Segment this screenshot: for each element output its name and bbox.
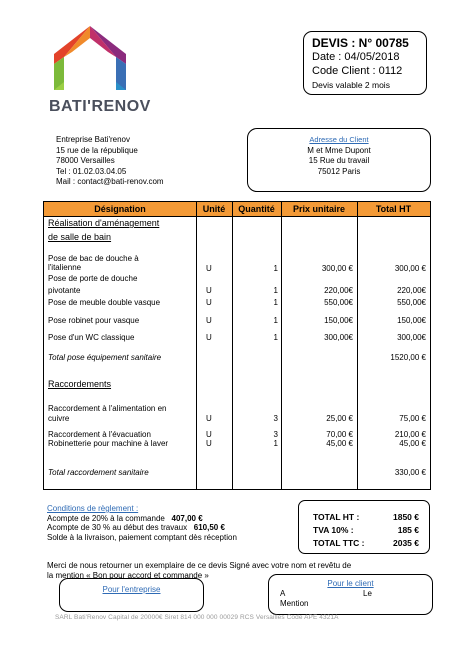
client-signature-box[interactable] — [268, 574, 433, 615]
row-quantity: 3 — [273, 414, 278, 423]
tva-row: TVA 10% : 185 € — [313, 525, 419, 535]
client-date-label: Le — [363, 589, 372, 598]
row-total: 220,00€ — [397, 286, 426, 295]
quote-table — [43, 201, 431, 490]
row-total: 210,00 € — [394, 430, 426, 439]
totals-box — [298, 500, 430, 554]
house-logo-icon — [52, 24, 128, 92]
client-line: 75012 Paris — [317, 166, 361, 176]
instruction-line: la mention « Bon pour accord et commande » — [47, 571, 209, 580]
row-price: 150,00€ — [324, 316, 353, 325]
section-title: de salle de bain — [48, 232, 112, 242]
condition-line: Acompte de 30 % au début des travaux 610,50 € — [47, 523, 225, 533]
row-designation: cuivre — [48, 414, 70, 423]
company-line: Tel : 01.02.03.04.05 — [56, 166, 127, 176]
row-designation: Robinetterie pour machine à laver — [48, 439, 169, 448]
client-line: 15 Rue du travail — [308, 156, 370, 165]
header-unit: Unité — [202, 204, 226, 214]
row-price: 220,00€ — [324, 286, 353, 295]
devis-number: DEVIS : N° 00785 — [312, 36, 409, 50]
row-designation: pivotante — [48, 286, 81, 295]
row-unit: U — [206, 333, 212, 342]
row-designation: Raccordement à l'alimentation en — [48, 404, 167, 413]
company-line: 78000 Versailles — [56, 156, 115, 165]
client-address-box — [247, 128, 431, 192]
row-unit: U — [206, 316, 212, 325]
row-total: 300,00€ — [397, 333, 426, 342]
header-total-ht: Total HT — [375, 204, 412, 214]
row-quantity: 3 — [273, 430, 278, 439]
company-line: Mail : contact@bati-renov.com — [56, 177, 164, 186]
row-unit: U — [206, 298, 212, 307]
row-designation: Pose robinet pour vasque — [48, 316, 140, 325]
header-quantity: Quantité — [238, 204, 275, 214]
row-price: 300,00€ — [324, 333, 353, 342]
instruction-line: Merci de nous retourner un exemplaire de ce devis Signé avec votre nom et revêtu de — [47, 561, 352, 570]
condition-amount: 610,50 € — [193, 523, 225, 533]
subtotal-label: Total pose équipement sanitaire — [48, 353, 162, 362]
row-quantity: 1 — [273, 286, 278, 295]
payment-conditions — [47, 504, 237, 542]
row-total: 550,00€ — [397, 298, 426, 307]
devis-info-box — [303, 31, 427, 95]
row-quantity: 1 — [273, 316, 278, 325]
row-unit: U — [206, 430, 212, 439]
row-designation: Pose de porte de douche — [48, 274, 138, 283]
row-quantity: 1 — [273, 264, 278, 273]
row-unit: U — [206, 414, 212, 423]
row-price: 45,00 € — [326, 439, 353, 448]
legal-footer: SARL Bati'Renov Capital de 20000€ Siret 814 000 000 00029 RCS Versailles Code APE 4321A — [55, 614, 339, 621]
condition-line: Solde à la livraison, paiement comptant dès réception — [47, 532, 237, 542]
brand-name: BATI'RENOV — [49, 98, 151, 115]
company-line: Entreprise Bati'renov — [56, 135, 131, 144]
company-signature-box[interactable] — [59, 578, 204, 612]
row-unit: U — [206, 439, 212, 448]
table-header — [44, 202, 430, 217]
section-title: Réalisation d'aménagement — [48, 218, 160, 228]
total-ttc-row: TOTAL TTC : 2035 € — [313, 538, 419, 548]
devis-validity: Devis valable 2 mois — [312, 80, 390, 90]
conditions-heading: Conditions de règlement : — [47, 504, 139, 513]
condition-amount: 407,00 € — [171, 513, 203, 523]
client-place-label: A — [280, 589, 286, 598]
subtotal-value: 330,00 € — [394, 468, 426, 477]
row-designation: l'italienne — [48, 263, 82, 272]
row-total: 300,00 € — [394, 264, 426, 273]
devis-date: Date : 04/05/2018 — [312, 51, 400, 63]
column-divider — [196, 202, 197, 489]
row-total: 75,00 € — [399, 414, 426, 423]
row-quantity: 1 — [273, 333, 278, 342]
row-price: 550,00€ — [324, 298, 353, 307]
row-total: 150,00€ — [397, 316, 426, 325]
row-designation: Pose d'un WC classique — [48, 333, 135, 342]
header-designation: Désignation — [94, 204, 146, 214]
total-ht-row: TOTAL HT : 1850 € — [313, 512, 419, 522]
client-mention-label: Mention — [280, 599, 309, 608]
row-price: 70,00 € — [326, 430, 353, 439]
row-unit: U — [206, 286, 212, 295]
subtotal-value: 1520,00 € — [390, 353, 426, 362]
section-title: Raccordements — [48, 379, 112, 389]
client-signature-label: Pour le client — [327, 579, 374, 588]
row-unit: U — [206, 264, 212, 273]
row-total: 45,00 € — [399, 439, 426, 448]
company-signature-label: Pour l'entreprise — [102, 585, 161, 594]
row-quantity: 1 — [273, 439, 278, 448]
header-unit-price: Prix unitaire — [292, 204, 346, 214]
row-price: 25,00 € — [326, 414, 353, 423]
row-price: 300,00 € — [321, 264, 353, 273]
row-designation: Raccordement à l'évacuation — [48, 430, 151, 439]
client-heading: Adresse du Client — [309, 135, 369, 144]
row-quantity: 1 — [273, 298, 278, 307]
client-line: M et Mme Dupont — [307, 145, 371, 155]
row-designation: Pose de meuble double vasque — [48, 298, 161, 307]
condition-line: Acompte de 20% à la commande 407,00 € — [47, 513, 203, 523]
subtotal-label: Total raccordement sanitaire — [48, 468, 149, 477]
company-address — [56, 135, 164, 188]
company-line: 15 rue de la république — [56, 145, 138, 155]
row-designation: Pose de bac de douche à — [48, 254, 139, 263]
client-code: Code Client : 0112 — [312, 65, 403, 77]
